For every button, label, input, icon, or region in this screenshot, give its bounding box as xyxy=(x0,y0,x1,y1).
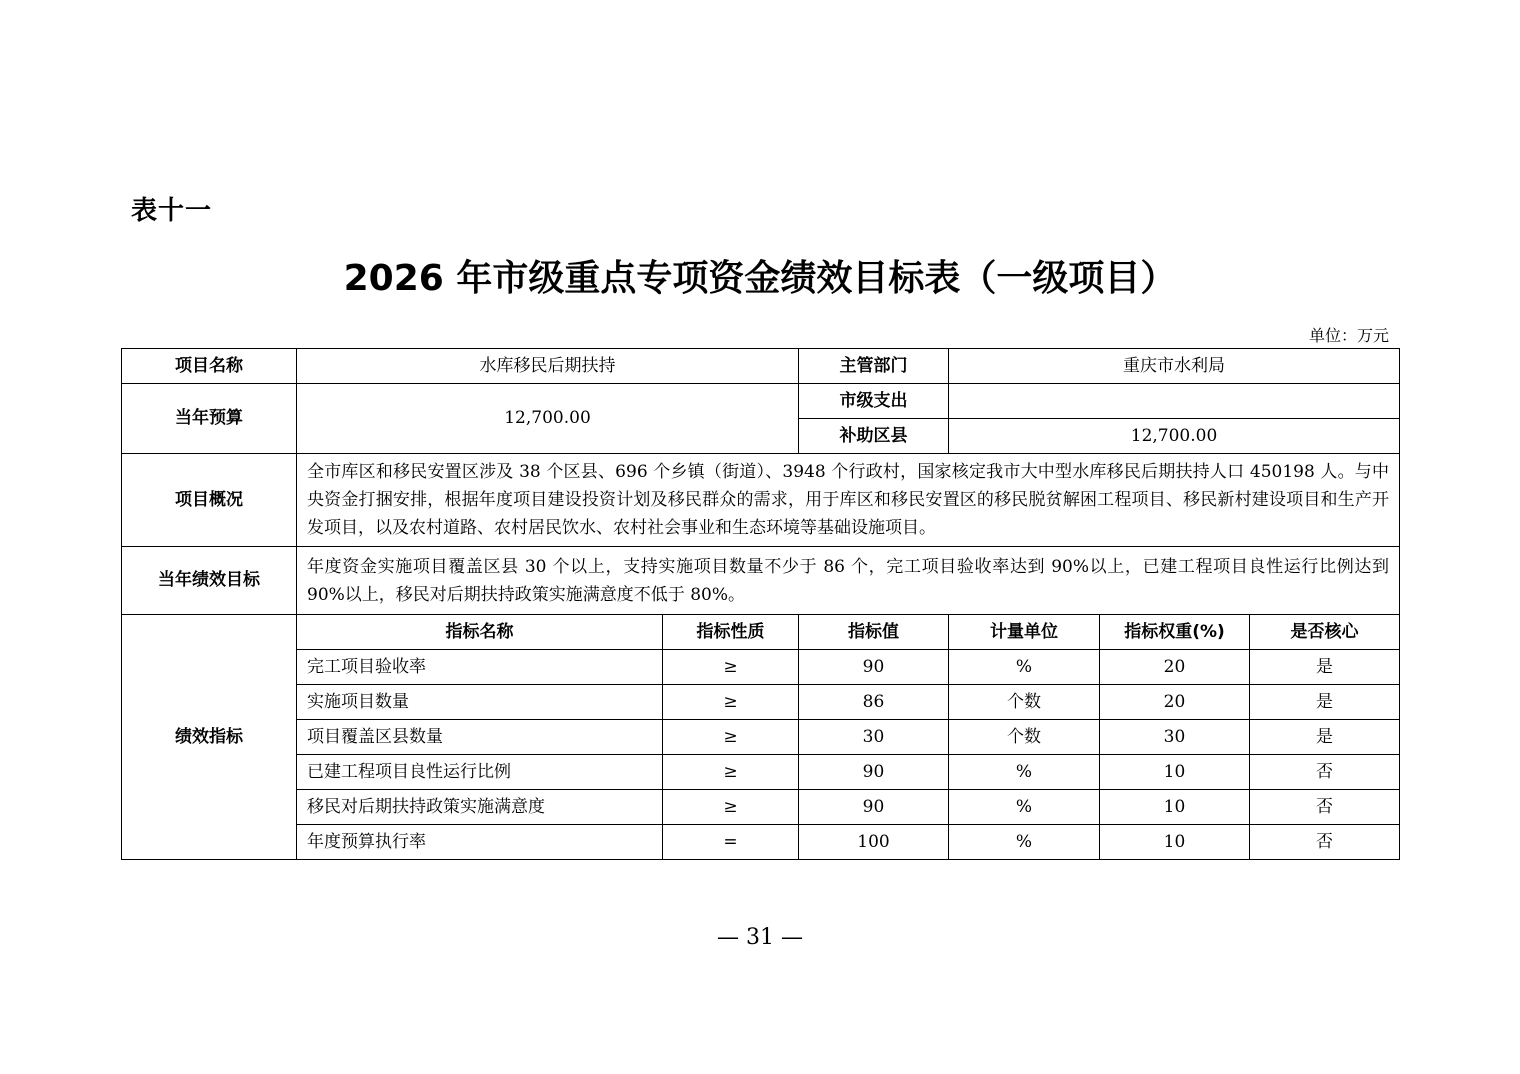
city-expense-value xyxy=(949,384,1400,419)
indicator-unit: % xyxy=(949,650,1100,685)
indicator-value: 86 xyxy=(799,685,949,720)
header-indicator-name: 指标名称 xyxy=(297,615,663,650)
indicator-nature: ≥ xyxy=(663,755,799,790)
header-indicator-nature: 指标性质 xyxy=(663,615,799,650)
indicator-unit: 个数 xyxy=(949,685,1100,720)
table-row xyxy=(122,755,1400,790)
city-expense-label: 市级支出 xyxy=(799,384,949,419)
indicator-core: 否 xyxy=(1250,825,1400,860)
indicator-weight: 20 xyxy=(1100,685,1250,720)
unit-label: 单位：万元 xyxy=(1308,326,1389,345)
indicator-weight: 10 xyxy=(1100,755,1250,790)
indicators-section-label: 绩效指标 xyxy=(122,615,297,860)
budget-row xyxy=(122,384,1400,419)
indicator-core: 是 xyxy=(1250,650,1400,685)
header-indicator-value: 指标值 xyxy=(799,615,949,650)
table-row xyxy=(122,720,1400,755)
indicator-name: 项目覆盖区县数量 xyxy=(297,720,663,755)
indicator-name: 完工项目验收率 xyxy=(297,650,663,685)
indicator-nature: = xyxy=(663,825,799,860)
indicator-weight: 10 xyxy=(1100,825,1250,860)
page-number: — 31 — xyxy=(717,925,803,950)
dept-label: 主管部门 xyxy=(799,349,949,384)
overview-row xyxy=(122,454,1400,547)
project-name-row xyxy=(122,349,1400,384)
indicator-nature: ≥ xyxy=(663,790,799,825)
indicator-name: 年度预算执行率 xyxy=(297,825,663,860)
indicator-core: 否 xyxy=(1250,755,1400,790)
goal-row xyxy=(122,547,1400,615)
indicator-core: 是 xyxy=(1250,685,1400,720)
performance-target-table xyxy=(121,348,1400,860)
indicator-nature: ≥ xyxy=(663,685,799,720)
indicator-core: 否 xyxy=(1250,790,1400,825)
budget-label: 当年预算 xyxy=(122,384,297,454)
overview-text: 全市库区和移民安置区涉及 38 个区县、696 个乡镇（街道）、3948 个行政村，国家核定我市大中型水库移民后期扶持人口 450198 人。与中央资金打捆安排，根据年度项目建设投资计划及移民群众的需求，用于库区和移民安置区的移民脱贫解困工程项目、移民新村建设项目和生产开发项目，以及农村道路、农村居民饮水、农村社会事业和生态环境等基础设施项目。 xyxy=(297,454,1400,547)
indicator-weight: 30 xyxy=(1100,720,1250,755)
indicator-core: 是 xyxy=(1250,720,1400,755)
header-indicator-weight: 指标权重(%) xyxy=(1100,615,1250,650)
indicator-unit: % xyxy=(949,790,1100,825)
district-subsidy-label: 补助区县 xyxy=(799,419,949,454)
header-is-core: 是否核心 xyxy=(1250,615,1400,650)
project-name-label: 项目名称 xyxy=(122,349,297,384)
indicator-value: 90 xyxy=(799,650,949,685)
indicator-weight: 10 xyxy=(1100,790,1250,825)
header-measure-unit: 计量单位 xyxy=(949,615,1100,650)
table-label: 表十一 xyxy=(131,196,213,226)
indicator-unit: % xyxy=(949,755,1100,790)
indicator-unit: % xyxy=(949,825,1100,860)
table-row xyxy=(122,790,1400,825)
indicator-name: 实施项目数量 xyxy=(297,685,663,720)
indicator-nature: ≥ xyxy=(663,650,799,685)
page-title: 2026 年市级重点专项资金绩效目标表（一级项目） xyxy=(343,258,1177,299)
indicator-name: 移民对后期扶持政策实施满意度 xyxy=(297,790,663,825)
goal-label: 当年绩效目标 xyxy=(122,547,297,615)
indicator-value: 30 xyxy=(799,720,949,755)
dept-value: 重庆市水利局 xyxy=(949,349,1400,384)
indicator-weight: 20 xyxy=(1100,650,1250,685)
district-subsidy-value: 12,700.00 xyxy=(949,419,1400,454)
table-row xyxy=(122,825,1400,860)
project-name-value: 水库移民后期扶持 xyxy=(297,349,799,384)
overview-label: 项目概况 xyxy=(122,454,297,547)
indicator-nature: ≥ xyxy=(663,720,799,755)
indicator-unit: 个数 xyxy=(949,720,1100,755)
indicator-value: 90 xyxy=(799,755,949,790)
table-row xyxy=(122,650,1400,685)
indicator-header-row xyxy=(122,615,1400,650)
budget-value: 12,700.00 xyxy=(297,384,799,454)
indicator-value: 90 xyxy=(799,790,949,825)
indicator-name: 已建工程项目良性运行比例 xyxy=(297,755,663,790)
goal-text: 年度资金实施项目覆盖区县 30 个以上，支持实施项目数量不少于 86 个，完工项目验收率达到 90%以上，已建工程项目良性运行比例达到 90%以上，移民对后期扶持政策实施满意度不低于 80%。 xyxy=(297,547,1400,615)
table-row xyxy=(122,685,1400,720)
indicator-value: 100 xyxy=(799,825,949,860)
